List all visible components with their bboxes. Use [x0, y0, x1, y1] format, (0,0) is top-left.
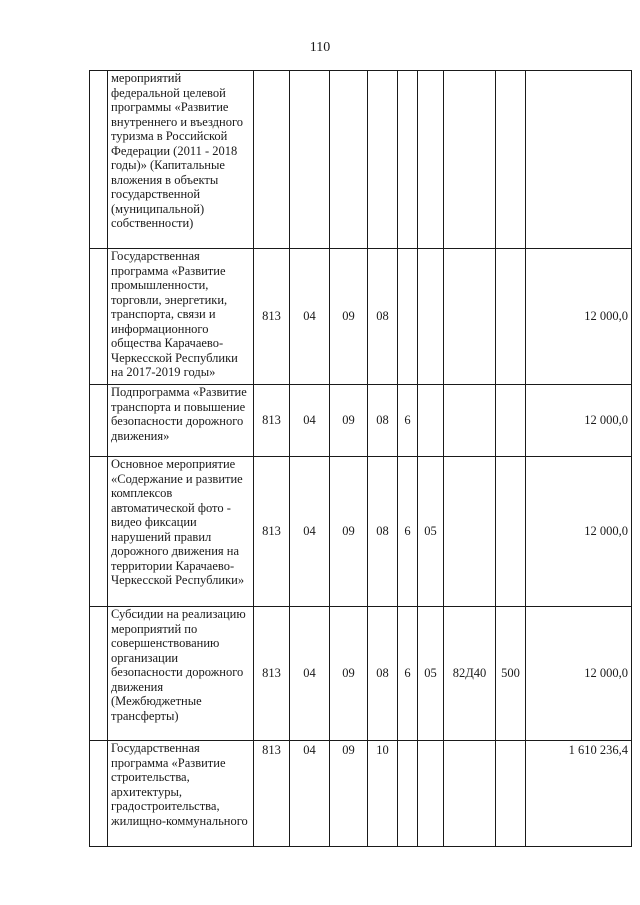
row-name: Государственная программа «Развитие строительства, архитектуры, градостроительства, жилищно-коммунального — [108, 741, 254, 847]
program-code: 08 — [368, 385, 398, 457]
subsection-code: 09 — [330, 607, 368, 741]
row-gap-cell — [90, 607, 108, 741]
page-number: 110 — [309, 40, 331, 55]
expense-type-code — [496, 71, 526, 249]
main-event-code — [418, 741, 444, 847]
table-row — [90, 457, 632, 607]
amount: 12 000,0 — [526, 457, 632, 607]
main-event-code — [418, 385, 444, 457]
row-gap-cell — [90, 249, 108, 385]
row-name: Государственная программа «Развитие промышленности, торговли, энергетики, транспорта, связи и информационного общества Карачаево-Черкесской Республики на 2017-2019 годы» — [108, 249, 254, 385]
table-row — [90, 741, 632, 847]
main-event-code: 05 — [418, 607, 444, 741]
expense-type-code — [496, 457, 526, 607]
amount: 12 000,0 — [526, 385, 632, 457]
table-row — [90, 71, 632, 249]
subprogram-code — [398, 741, 418, 847]
section-code: 04 — [290, 385, 330, 457]
row-gap-cell — [90, 71, 108, 249]
amount: 1 610 236,4 — [526, 741, 632, 847]
budget-table — [89, 70, 632, 847]
expense-type-code — [496, 385, 526, 457]
subprogram-code: 6 — [398, 457, 418, 607]
subprogram-code — [398, 249, 418, 385]
amount: 12 000,0 — [526, 249, 632, 385]
row-gap-cell — [90, 457, 108, 607]
ministry-code: 813 — [254, 385, 290, 457]
program-code: 08 — [368, 457, 398, 607]
table-row — [90, 385, 632, 457]
direction-code — [444, 741, 496, 847]
section-code — [290, 71, 330, 249]
amount: 12 000,0 — [526, 607, 632, 741]
expense-type-code — [496, 741, 526, 847]
subprogram-code: 6 — [398, 607, 418, 741]
subsection-code: 09 — [330, 457, 368, 607]
row-gap-cell — [90, 741, 108, 847]
section-code: 04 — [290, 741, 330, 847]
table-row — [90, 249, 632, 385]
section-code: 04 — [290, 457, 330, 607]
direction-code — [444, 71, 496, 249]
row-name: Основное мероприятие «Содержание и развитие комплексов автоматической фото - видео фиксации нарушений правил дорожного движения на территории Карачаево-Черкесской Республики» — [108, 457, 254, 607]
subsection-code: 09 — [330, 385, 368, 457]
row-gap-cell — [90, 385, 108, 457]
amount — [526, 71, 632, 249]
program-code: 10 — [368, 741, 398, 847]
main-event-code — [418, 249, 444, 385]
expense-type-code: 500 — [496, 607, 526, 741]
direction-code — [444, 457, 496, 607]
table-row — [90, 607, 632, 741]
row-name: мероприятий федеральной целевой программы «Развитие внутреннего и въездного туризма в Российской Федерации (2011 - 2018 годы)» (Капитальные вложения в объекты государственной (муниципальной) собственности) — [108, 71, 254, 249]
direction-code — [444, 249, 496, 385]
section-code: 04 — [290, 607, 330, 741]
subsection-code — [330, 71, 368, 249]
subprogram-code — [398, 71, 418, 249]
row-name: Субсидии на реализацию мероприятий по совершенствованию организации безопасности дорожного движения (Межбюджетные трансферты) — [108, 607, 254, 741]
program-code: 08 — [368, 249, 398, 385]
main-event-code: 05 — [418, 457, 444, 607]
ministry-code: 813 — [254, 457, 290, 607]
main-event-code — [418, 71, 444, 249]
ministry-code: 813 — [254, 741, 290, 847]
direction-code: 82Д40 — [444, 607, 496, 741]
program-code: 08 — [368, 607, 398, 741]
ministry-code: 813 — [254, 249, 290, 385]
row-name: Подпрограмма «Развитие транспорта и повышение безопасности дорожного движения» — [108, 385, 254, 457]
direction-code — [444, 385, 496, 457]
ministry-code — [254, 71, 290, 249]
expense-type-code — [496, 249, 526, 385]
subprogram-code: 6 — [398, 385, 418, 457]
subsection-code: 09 — [330, 741, 368, 847]
ministry-code: 813 — [254, 607, 290, 741]
subsection-code: 09 — [330, 249, 368, 385]
program-code — [368, 71, 398, 249]
section-code: 04 — [290, 249, 330, 385]
